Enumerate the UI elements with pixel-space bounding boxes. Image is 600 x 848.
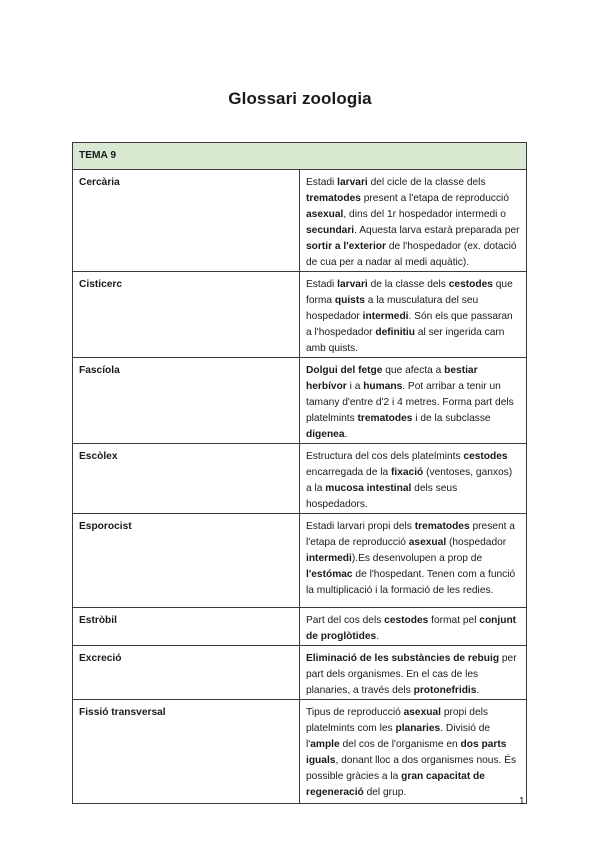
glossary-definition bbox=[300, 608, 527, 646]
definition-text: de la classe dels bbox=[367, 279, 449, 290]
glossary-term: Escòlex bbox=[73, 444, 300, 514]
definition-keyword: quists bbox=[334, 295, 365, 306]
glossary-definition bbox=[300, 646, 527, 700]
definition-text: . Divisió de l' bbox=[306, 723, 491, 750]
definition-keyword: digenea bbox=[306, 429, 345, 440]
definition-text: . bbox=[376, 631, 380, 642]
definition-text: , dins del 1r hospedador intermedi o bbox=[343, 209, 506, 220]
definition-text: (hospedador bbox=[446, 537, 507, 548]
definition-text: de l'hospedant. Tenen com a funció la multiplicació i la formació de les redies. bbox=[306, 569, 516, 596]
definition-keyword: ample bbox=[310, 739, 340, 750]
glossary-definition bbox=[300, 170, 527, 272]
definition-text: . Són els que passaran a l'hospedador bbox=[306, 311, 513, 338]
definition-keyword: secundari bbox=[306, 225, 355, 236]
definition-keyword: dos parts iguals bbox=[306, 739, 507, 766]
definition-text: . Pot arribar a tenir un tamany d'entre d'2 i 4 metres. Forma part dels platelmints bbox=[306, 381, 514, 424]
definition-keyword: asexual bbox=[408, 537, 447, 548]
glossary-row bbox=[73, 608, 527, 646]
glossary-term: Esporocist bbox=[73, 514, 300, 608]
definition-text: del grup. bbox=[363, 787, 407, 798]
definition-keyword: conjunt de proglòtides bbox=[306, 615, 517, 642]
glossary-row bbox=[73, 700, 527, 804]
definition-text: dels seus hospedadors. bbox=[306, 483, 458, 510]
definition-keyword: l'estómac bbox=[306, 569, 353, 580]
definition-text: Estructura del cos dels platelmints bbox=[306, 451, 464, 462]
definition-text: . bbox=[476, 685, 480, 696]
definition-keyword: protonefridis bbox=[413, 685, 477, 696]
definition-keyword: trematodes bbox=[357, 413, 413, 424]
definition-text: . Aquesta larva estarà preparada per bbox=[354, 225, 520, 236]
definition-text: propi dels platelmints com les bbox=[306, 707, 488, 734]
definition-keyword: definitiu bbox=[375, 327, 415, 338]
definition-keyword: Dolgui del fetge bbox=[306, 365, 383, 376]
definition-keyword: trematodes bbox=[306, 193, 361, 204]
definition-text: present a l'etapa de reproducció bbox=[306, 521, 515, 548]
glossary-term: Fascíola bbox=[73, 358, 300, 444]
definition-text: i a bbox=[346, 381, 364, 392]
definition-keyword: fixació bbox=[390, 467, 424, 478]
glossary-term: Cisticerc bbox=[73, 272, 300, 358]
definition-keyword: planaries bbox=[395, 723, 441, 734]
definition-text: i de la subclasse bbox=[412, 413, 491, 424]
definition-text: que afecta a bbox=[382, 365, 445, 376]
glossary-row bbox=[73, 272, 527, 358]
definition-keyword: humans bbox=[363, 381, 403, 392]
document-title: Glossari zoologia bbox=[228, 89, 372, 108]
glossary-definition bbox=[300, 358, 527, 444]
definition-keyword: bestiar herbívor bbox=[306, 365, 478, 392]
glossary-term: Excreció bbox=[73, 646, 300, 700]
definition-text: del cos de l'organisme en bbox=[339, 739, 461, 750]
definition-keyword: larvari bbox=[337, 177, 368, 188]
definition-keyword: cestodes bbox=[448, 279, 493, 290]
definition-text: Estadi bbox=[306, 279, 338, 290]
definition-text: Estadi bbox=[306, 177, 338, 188]
definition-text: format pel bbox=[428, 615, 480, 626]
page-number: 1 bbox=[519, 796, 525, 807]
definition-text: per part dels organismes. En el cas de les planaries, a través dels bbox=[306, 653, 517, 696]
definition-keyword: trematodes bbox=[414, 521, 470, 532]
definition-keyword: cestodes bbox=[463, 451, 508, 462]
definition-text: present a l'etapa de reproducció bbox=[360, 193, 509, 204]
glossary-table bbox=[72, 142, 527, 804]
definition-text: , donant lloc a dos organismes nous. És possible gràcies a la bbox=[306, 755, 517, 782]
definition-keyword: asexual bbox=[306, 209, 344, 220]
glossary-definition bbox=[300, 272, 527, 358]
definition-keyword: intermedi bbox=[362, 311, 409, 322]
glossary-row bbox=[73, 170, 527, 272]
definition-text: al ser ingerida carn amb quists. bbox=[306, 327, 505, 354]
glossary-term: Cercària bbox=[73, 170, 300, 272]
table-header-row bbox=[73, 143, 527, 170]
definition-keyword: asexual bbox=[403, 707, 441, 718]
glossary-term: Fissió transversal bbox=[73, 700, 300, 804]
glossary-row bbox=[73, 646, 527, 700]
definition-text: encarregada de la bbox=[306, 467, 391, 478]
definition-keyword: cestodes bbox=[384, 615, 429, 626]
definition-text: ).Es desenvolupen a prop de bbox=[351, 553, 483, 564]
section-header: TEMA 9 bbox=[73, 143, 527, 170]
definition-text: (ventoses, ganxos) a la bbox=[306, 467, 513, 494]
definition-keyword: Eliminació de les substàncies de rebuig bbox=[306, 653, 500, 664]
definition-text: Tipus de reproducció bbox=[306, 707, 404, 718]
definition-text: del cicle de la classe dels bbox=[367, 177, 486, 188]
glossary-term: Estròbil bbox=[73, 608, 300, 646]
definition-keyword: mucosa intestinal bbox=[325, 483, 412, 494]
definition-keyword: sortir a l'exterior bbox=[306, 241, 386, 252]
definition-keyword: gran capacitat de regeneració bbox=[306, 771, 485, 798]
definition-text: a la musculatura del seu hospedador bbox=[306, 295, 479, 322]
glossary-row bbox=[73, 514, 527, 608]
definition-text: . bbox=[344, 429, 348, 440]
definition-text: Estadi larvari propi dels bbox=[306, 521, 415, 532]
definition-text: de l'hospedador (ex. dotació de cua per a nadar al medi aquàtic). bbox=[306, 241, 517, 268]
glossary-definition bbox=[300, 514, 527, 608]
definition-text: que forma bbox=[306, 279, 513, 306]
definition-keyword: larvari bbox=[337, 279, 368, 290]
glossary-row bbox=[73, 444, 527, 514]
glossary-row bbox=[73, 358, 527, 444]
definition-text: Part del cos dels bbox=[306, 615, 385, 626]
glossary-definition bbox=[300, 700, 527, 804]
definition-keyword: intermedi bbox=[306, 553, 352, 564]
glossary-definition bbox=[300, 444, 527, 514]
